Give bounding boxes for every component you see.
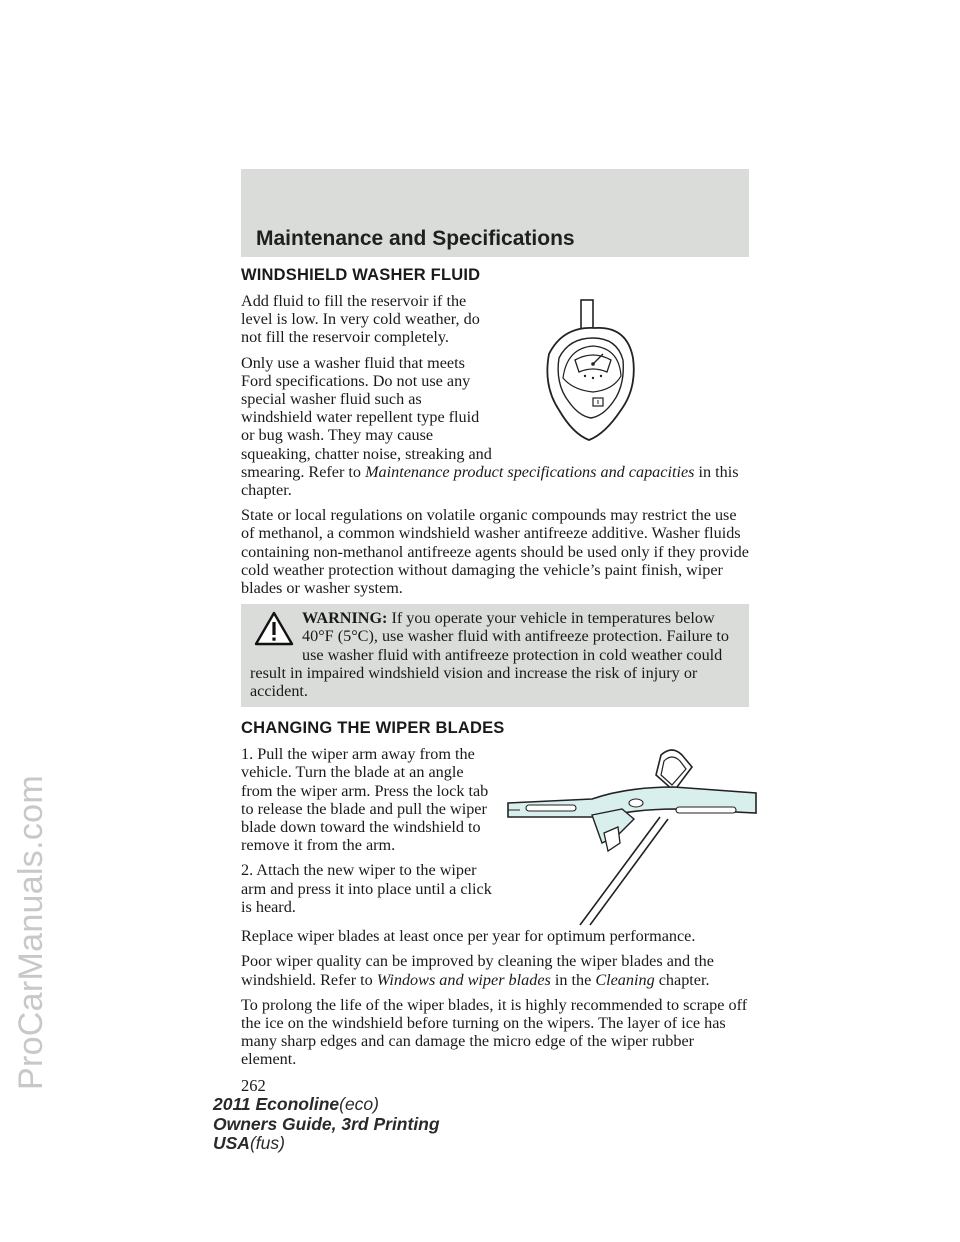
wiper-step-2: 2. Attach the new wiper to the wiper arm and press it into place until a click is heard. xyxy=(241,861,492,916)
maintenance-specs-reference: Maintenance product specifications and capacities xyxy=(365,462,695,481)
wiper-ice-paragraph: To prolong the life of the wiper blades, it is highly recommended to scrape off the ice on the windshield before turning on the wipers. The layer of ice has many sharp edges and can damage the micro edge of the wiper rubber element. xyxy=(241,995,748,1069)
wiper-blade-illustration xyxy=(506,747,761,927)
document-footer xyxy=(213,1095,440,1154)
warning-label: WARNING: xyxy=(302,609,388,628)
footer-model-code: (eco) xyxy=(339,1094,379,1114)
warning-text: If you operate your vehicle in temperatures below 40°F (5°C), use washer fluid with antifreeze protection. Failure to use washer fluid with antifreeze protection in cold weather could result in impaired windshield vision and increase the risk of injury or accident. xyxy=(250,609,729,701)
watermark: ProCarManuals.com xyxy=(12,775,50,1090)
wiper-quality-mid: in the xyxy=(550,970,596,989)
warning-triangle-icon xyxy=(254,611,294,647)
wiper-step-1: 1. Pull the wiper arm away from the vehicle. Turn the blade at an angle from the wiper arm. Press the lock tab to release the blade and pull the wiper blade down toward the windshield to remove it from the arm. xyxy=(241,745,489,855)
wiper-quality-end: chapter. xyxy=(654,970,710,989)
footer-guide: Owners Guide, 3rd Printing xyxy=(213,1113,440,1134)
washer-fluid-heading: WINDSHIELD WASHER FLUID xyxy=(241,266,481,284)
wiper-replace-paragraph: Replace wiper blades at least once per year for optimum performance. xyxy=(241,927,696,946)
washer-reservoir-cap-illustration xyxy=(509,298,749,448)
washer-paragraph-2-text: Only use a washer fluid that meets Ford specifications. Do not use any special washer fluid such as windshield water repellent type fluid or bug wash. They may cause squeaking, chatter noise, streaking and smearing. Refer to xyxy=(241,353,492,481)
cleaning-chapter-reference: Cleaning xyxy=(595,970,655,989)
wiper-blades-heading: CHANGING THE WIPER BLADES xyxy=(241,719,505,738)
windows-wiper-blades-reference: Windows and wiper blades xyxy=(376,970,551,989)
wiper-quality-paragraph xyxy=(241,952,749,988)
footer-market-line xyxy=(213,1134,440,1154)
warning-box xyxy=(241,604,749,707)
footer-market: USA xyxy=(213,1133,250,1153)
page-number: 262 xyxy=(241,1075,266,1095)
washer-paragraph-2-end: in this chapter. xyxy=(241,462,739,500)
wiper-quality-text: Poor wiper quality can be improved by cleaning the wiper blades and the windshield. Refer to xyxy=(241,952,714,989)
section-header-band xyxy=(241,169,749,257)
footer-model: 2011 Econoline xyxy=(213,1094,340,1114)
section-title: Maintenance and Specifications xyxy=(256,227,575,250)
footer-model-line xyxy=(213,1095,440,1115)
washer-paragraph-1: Add fluid to fill the reservoir if the level is low. In very cold weather, do not fill the reservoir completely. xyxy=(241,292,480,347)
footer-market-code: (fus) xyxy=(249,1133,285,1153)
page-content xyxy=(241,266,749,1096)
washer-paragraph-3: State or local regulations on volatile organic compounds may restrict the use of methanol, a common windshield washer antifreeze additive. Washer fluids containing non-methanol antifreeze agents should be used only if they provide cold weather protection without damaging the vehicle’s paint finish, wiper blades or washer system. xyxy=(241,506,749,598)
